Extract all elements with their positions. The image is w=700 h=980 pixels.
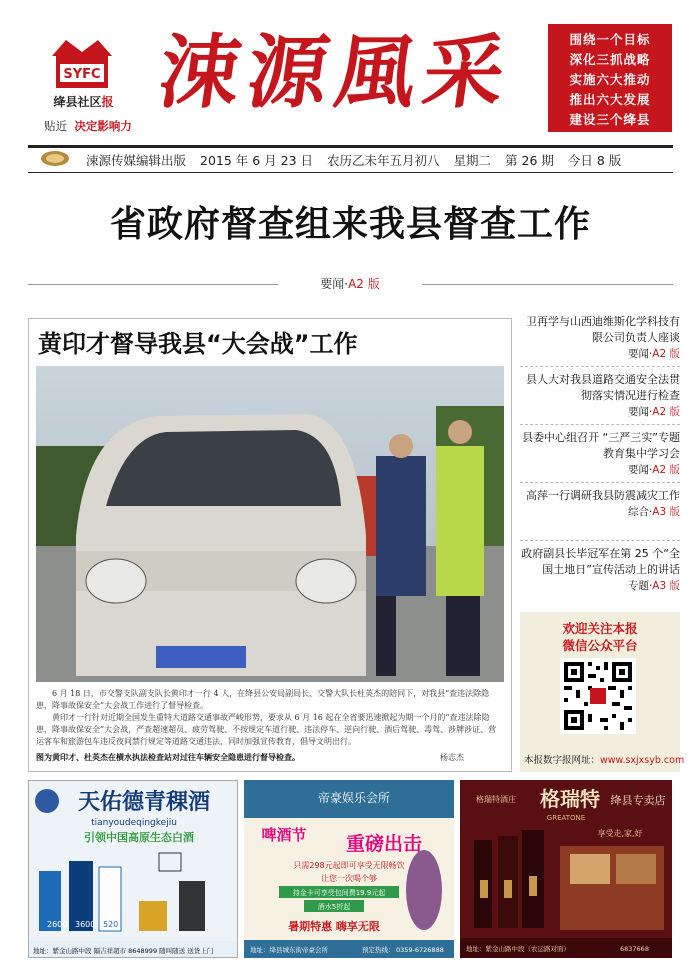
svg-text:啤酒节: 啤酒节: [261, 826, 307, 844]
newspaper-title: 涑源風采: [153, 25, 519, 119]
wechat-title: 欢迎关注本报 微信公众平台: [562, 621, 638, 653]
slogan-box: [548, 24, 672, 132]
svg-text:只需298元起即可享受无限畅饮: 只需298元起即可享受无限畅饮: [293, 861, 405, 870]
brief-item[interactable]: [520, 430, 680, 478]
svg-text:0359-6726888: 0359-6726888: [396, 946, 444, 954]
svg-text:酒水5折起: 酒水5折起: [317, 903, 351, 911]
brief-title: 县人大对我县道路交通安全法贯彻落实情况进行检查: [526, 373, 680, 402]
svg-text:格瑞特酒庄: 格瑞特酒庄: [476, 795, 516, 804]
dateline-rule: [28, 172, 673, 173]
svg-text:重磅出击: 重磅出击: [345, 833, 423, 855]
brief-item[interactable]: [520, 372, 680, 420]
logo-name: 绛县社区报: [53, 95, 114, 109]
svg-text:SYFC: SYFC: [63, 67, 101, 82]
svg-text:520: 520: [103, 920, 119, 929]
brief-title: 卫再学与山西迪维斯化学科技有限公司负责人座谈: [526, 315, 680, 344]
masthead-rule: [28, 145, 673, 148]
brief-page-ref: 要闻·A2 版: [627, 406, 680, 418]
svg-text:地址：绛县城东街帝豪会所: 地址：绛县城东街帝豪会所: [250, 946, 328, 954]
svg-text:天佑德青稞酒: 天佑德青稞酒: [77, 789, 211, 815]
section-divider: [422, 284, 673, 285]
brief-divider: [520, 540, 680, 542]
svg-text:持金卡可享受包间费19.9元起: 持金卡可享受包间费19.9元起: [292, 889, 386, 897]
digital-edition-link[interactable]: 本报数字报网址：www.sxjxsyb.com: [524, 755, 685, 766]
dateline: 涑源传媒编辑出版 2015 年 6 月 23 日 农历乙未年五月初八 星期二 第 26 期 今日 8 版: [86, 153, 622, 168]
svg-text:格瑞特: 格瑞特: [540, 787, 600, 811]
brief-page-ref: 要闻·A2 版: [627, 464, 680, 476]
story-title[interactable]: 黄印才督导我县“大会战”工作: [38, 330, 358, 358]
main-headline[interactable]: 省政府督查组来我县督查工作: [109, 204, 591, 245]
photographer-credit: 杨志杰: [440, 753, 464, 762]
brief-page-ref: 专题·A3 版: [627, 580, 680, 592]
emblem-icon: [40, 150, 70, 167]
community-paper-logo: [48, 32, 116, 92]
svg-text:3600: 3600: [75, 920, 96, 929]
svg-text:让您一次喝个够: 让您一次喝个够: [321, 874, 377, 883]
svg-text:绛县专卖店: 绛县专卖店: [610, 794, 666, 807]
brief-page-ref: 综合·A3 版: [627, 506, 680, 518]
svg-text:2600: 2600: [47, 920, 68, 929]
brief-divider: [520, 366, 680, 368]
section-divider: [28, 284, 278, 285]
slogan-line: 推出六大发展: [569, 92, 651, 107]
ad-greatone-wine[interactable]: [460, 780, 672, 958]
svg-text:tianyoudeqingkejiu: tianyoudeqingkejiu: [91, 818, 177, 828]
brief-page-ref: 要闻·A2 版: [627, 348, 680, 360]
brief-divider: [520, 482, 680, 484]
svg-text:享受走,家,好: 享受走,家,好: [597, 829, 643, 838]
ad-dihao-club[interactable]: [244, 780, 454, 958]
photo-caption-summary: 图为黄印才、杜英杰在横水执法检查站对过往车辆安全隐患进行督导检查。: [36, 753, 300, 762]
news-photo: [36, 366, 504, 682]
caption-paragraph: 6 月 18 日，市交警支队副支队长黄印才一行 4 人，在绛县公安局副局长、交警大队长杜英杰的陪同下，对我县“查违法除隐患，降事故保安全”大会战工作进行了督导检查。: [36, 689, 490, 710]
brief-title: 政府副县长毕冠军在第 25 个“全国土地日”宣传活动上的讲话: [521, 547, 680, 576]
svg-text:地址：紫金山路中段 隔吉祥超市 8648999 随叫随: 地址：紫金山路中段 隔吉祥超市 8648999 随叫随送 送货上门: [33, 947, 214, 955]
qr-code-icon[interactable]: [560, 658, 636, 734]
slogan-line: 建设三个绛县: [569, 112, 651, 127]
svg-text:引领中国高原生态白酒: 引领中国高原生态白酒: [84, 831, 194, 844]
brief-title: 高萍一行调研我县防震减灾工作: [526, 489, 680, 502]
slogan-line: 深化三抓战略: [569, 52, 651, 67]
slogan-line: 实施六大推动: [569, 72, 651, 87]
brief-title: 县委中心组召开 “三严三实”专题教育集中学习会: [522, 431, 680, 460]
brief-divider: [520, 424, 680, 426]
svg-text:帝豪娱乐会所: 帝豪娱乐会所: [317, 791, 391, 805]
caption-paragraph: 黄印才一行针对近期全国发生重特大道路交通事故严峻形势，要求从 6 月 16 起在全省要迅速掀起为期一个月的“查违法除隐患，降事故保安全”大会战，严查超速超员、疲劳驾驶、不按规定车道行驶、违法停车、逆向行驶、酒后驾驶、毒驾、涉牌涉证、营运客车和旅游包车违反夜间禁行规定等道路交通违法，同时加强宣传教育，倡导文明出行。: [36, 713, 497, 746]
svg-text:暑期特惠 嗨享无限: 暑期特惠 嗨享无限: [288, 920, 380, 933]
logo-slogan: 贴近 决定影响力: [44, 119, 132, 133]
slogan-line: 围绕一个目标: [569, 32, 651, 47]
svg-text:GREATONE: GREATONE: [546, 814, 586, 822]
brief-item[interactable]: [520, 546, 680, 594]
svg-text:6837668: 6837668: [620, 945, 649, 953]
headline-page-ref: 要闻·A2 版: [320, 277, 380, 291]
svg-text:地址：紫金山路中段（农运路对面）: 地址：紫金山路中段（农运路对面）: [466, 945, 570, 953]
ad-tianyoude-liquor[interactable]: [28, 780, 238, 958]
brief-item[interactable]: [520, 488, 680, 520]
svg-text:预定热线：: 预定热线：: [362, 946, 395, 954]
brief-item[interactable]: [520, 314, 680, 362]
photo-caption: [36, 688, 502, 748]
